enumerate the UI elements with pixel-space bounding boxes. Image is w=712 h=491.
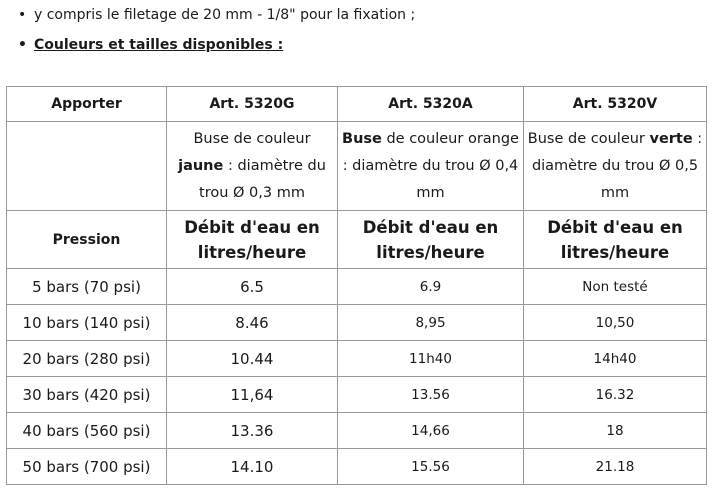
pressure-cell: 30 bars (420 psi) (7, 377, 167, 413)
desc-text: Buse de couleur (193, 130, 311, 147)
value-cell: 18 (524, 413, 707, 449)
nozzle-description (167, 122, 338, 211)
value-cell: 14.10 (167, 449, 338, 485)
header-cell: Apporter (7, 87, 167, 122)
value-cell: 16.32 (524, 377, 707, 413)
table-row (7, 377, 707, 413)
description-row (7, 122, 707, 211)
pressure-cell: 20 bars (280 psi) (7, 341, 167, 377)
table-row (7, 269, 707, 305)
value-cell: 6.5 (167, 269, 338, 305)
bullet-item-thread (18, 6, 416, 24)
desc-color: verte (649, 130, 693, 147)
value-cell: 10,50 (524, 305, 707, 341)
desc-text: : diamètre du trou Ø 0,3 mm (199, 157, 326, 201)
desc-text: de couleur orange : diamètre du trou Ø 0,4 mm (342, 130, 519, 201)
flow-label: Débit d'eau en litres/heure (524, 211, 707, 269)
bullet-item-colours (18, 36, 284, 54)
bullet-dot: • (18, 7, 27, 23)
flow-label: Débit d'eau en litres/heure (338, 211, 524, 269)
value-cell: 13.56 (338, 377, 524, 413)
spec-table (6, 86, 707, 485)
flow-label-row (7, 211, 707, 269)
pressure-cell: 40 bars (560 psi) (7, 413, 167, 449)
table-row (7, 449, 707, 485)
header-row (7, 87, 707, 122)
table-row (7, 341, 707, 377)
table-row (7, 413, 707, 449)
pressure-cell: 10 bars (140 psi) (7, 305, 167, 341)
pression-label: Pression (7, 211, 167, 269)
table-row (7, 305, 707, 341)
value-cell: 6.9 (338, 269, 524, 305)
value-cell: Non testé (524, 269, 707, 305)
bullet-dot: • (18, 37, 27, 53)
value-cell: 10.44 (167, 341, 338, 377)
value-cell: 13.36 (167, 413, 338, 449)
flow-label: Débit d'eau en litres/heure (167, 211, 338, 269)
pressure-cell: 5 bars (70 psi) (7, 269, 167, 305)
desc-text: Buse de couleur (527, 130, 650, 147)
desc-lead: Buse (342, 130, 382, 147)
desc-text: : diamètre du trou Ø 0,5 mm (531, 130, 703, 201)
nozzle-description (524, 122, 707, 211)
pressure-cell: 50 bars (700 psi) (7, 449, 167, 485)
value-cell: 14h40 (524, 341, 707, 377)
value-cell: 21.18 (524, 449, 707, 485)
value-cell: 11,64 (167, 377, 338, 413)
header-cell: Art. 5320G (167, 87, 338, 122)
header-cell: Art. 5320V (524, 87, 707, 122)
bullet-text: Couleurs et tailles disponibles : (34, 37, 284, 53)
value-cell: 8,95 (338, 305, 524, 341)
bullet-text: y compris le filetage de 20 mm - 1/8" pour la fixation ; (34, 7, 416, 23)
desc-color: jaune (178, 157, 224, 174)
empty-cell (7, 122, 167, 211)
nozzle-description (338, 122, 524, 211)
value-cell: 14,66 (338, 413, 524, 449)
value-cell: 8.46 (167, 305, 338, 341)
value-cell: 11h40 (338, 341, 524, 377)
value-cell: 15.56 (338, 449, 524, 485)
header-cell: Art. 5320A (338, 87, 524, 122)
